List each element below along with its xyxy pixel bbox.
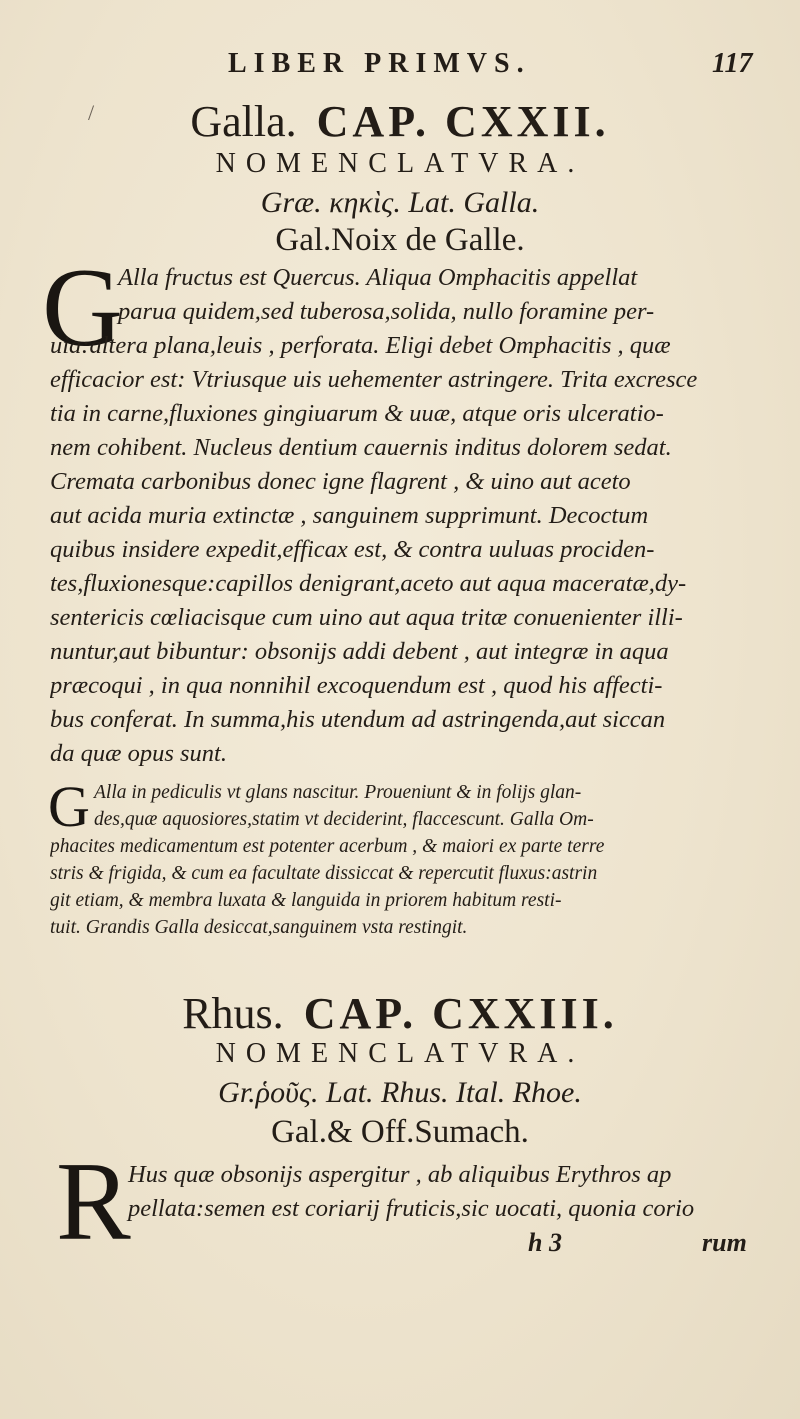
chapter-number: CAP. CXXII. [316,97,610,146]
text-line: phacites medicamentum est potenter acerbum , & maiori ex parte terre [50,836,605,857]
text-line: aut acida muria extinctæ , sanguinem supprimunt. Decoctum [50,502,649,529]
greek-latin-names: Gr.ῥοῦς. Lat. Rhus. Ital. Rhoe. [218,1076,582,1109]
text-line: stris & frigida, & cum ea facultate dissiccat & repercutit fluxus:astrin [50,863,598,884]
text-line: Alla in pediculis vt glans nascitur. Proueniunt & in folijs glan- [94,782,582,803]
gallic-name: Gal.& Off.Sumach. [271,1114,529,1150]
text-line: tia in carne,fluxiones gingiuarum & uuæ, atque oris ulceratio- [50,400,664,427]
gallic-name: Gal.Noix de Galle. [275,222,525,258]
text-line: git etiam, & membra luxata & languida in priorem habitum resti- [50,890,562,911]
greek-latin-names: Græ. κηκὶς. Lat. Galla. [260,186,540,219]
text-line: pellata:semen est coriarij fruticis,sic uocati, quonia corio [128,1195,695,1222]
text-line: nuntur,aut bibuntur: obsonijs addi debent , aut integræ in aqua [50,638,669,665]
text-line: tes,fluxionesque:capillos denigrant,aceto aut aqua maceratæ,dy- [50,570,687,597]
text-line: tuit. Grandis Galla desiccat,sanguinem vsta restingit. [50,917,468,938]
text-line: sentericis cœliacisque cum uino aut aqua tritæ conuenienter illi- [50,604,683,631]
chapter-name: Rhus. [182,989,284,1038]
text-line: des,quæ aquosiores,statim vt deciderint, flaccescunt. Galla Om- [94,809,594,830]
chapter-text-galla [50,261,768,771]
signature-mark: h 3 [528,1228,562,1257]
nomenclatura-heading: NOMENCLATVRA. [215,1038,585,1069]
text-line: Cremata carbonibus donec igne flagrent , & uino aut aceto [50,468,631,495]
catchword: rum [702,1228,747,1257]
chapter-text-rhus [50,1158,768,1226]
chapter-heading-rhus [0,988,800,1039]
chapter-name: Galla. [190,97,297,146]
text-line: quibus insidere expedit,efficax est, & contra uuluas prociden- [50,536,655,563]
nomenclatura-heading: NOMENCLATVRA. [215,148,585,179]
text-line: Hus quæ obsonijs aspergitur , ab aliquibus Erythros ap [128,1161,672,1188]
text-line: uia:altera plana,leuis , perforata. Eligi debet Omphacitis , quæ [50,332,671,359]
text-line: efficacior est: Vtriusque uis uehementer astringere. Trita excresce [50,366,698,393]
drop-capital: G [42,246,123,370]
chapter-number: CAP. CXXIII. [303,989,618,1038]
text-line: da quæ opus sunt. [50,740,227,767]
margin-mark: / [88,100,95,125]
text-line: Alla fructus est Quercus. Aliqua Omphacitis appellat [118,264,638,291]
text-line: præcoqui , in qua nonnihil excoquendum est , quod his affecti- [50,672,663,699]
text-line: bus conferat. In summa,his utendum ad astringenda,aut siccan [50,706,666,733]
chapter-heading-galla [0,96,800,147]
drop-capital: R [56,1140,131,1264]
text-line: nem cohibent. Nucleus dentium cauernis inditus dolorem sedat. [50,434,672,461]
page-number: 117 [712,48,753,79]
text-line: parua quidem,sed tuberosa,solida, nullo foramine per- [118,298,655,325]
running-head [0,48,800,88]
drop-capital-note: G [48,774,90,839]
annotation-text [48,774,768,941]
running-title: LIBER PRIMVS. [228,48,531,79]
